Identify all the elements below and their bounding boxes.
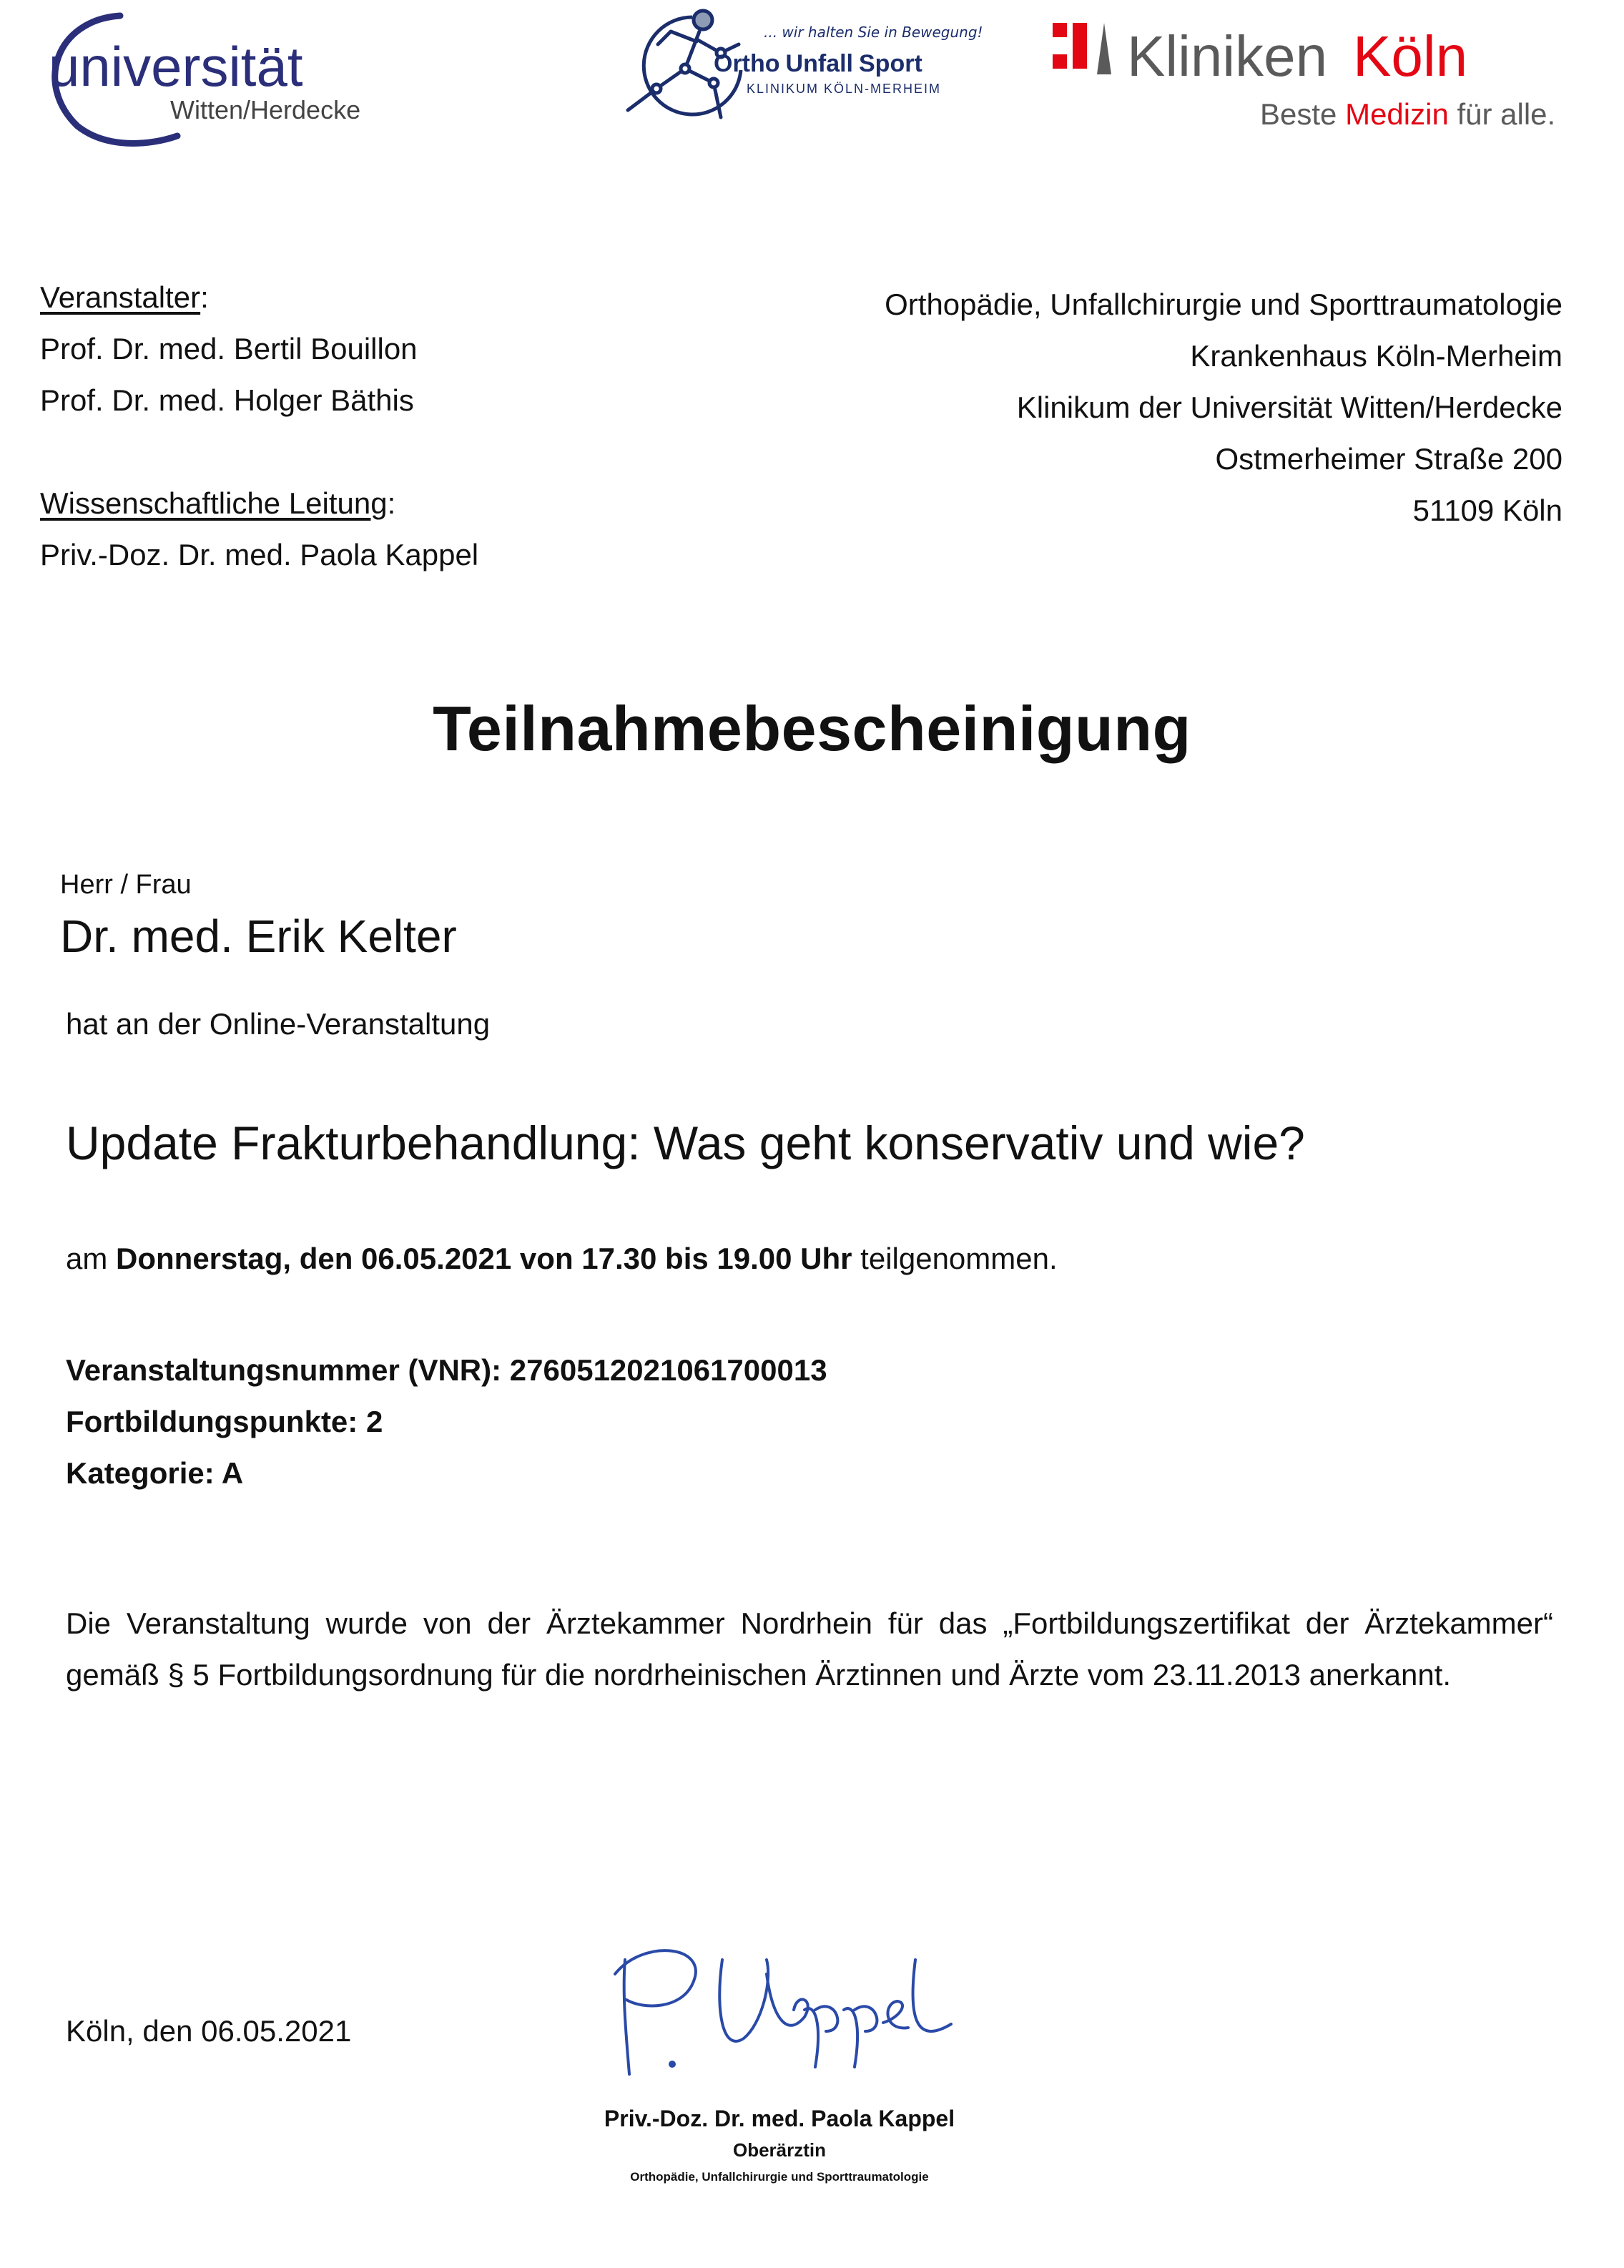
universitaet-witten-herdecke-logo <box>34 6 406 149</box>
svg-text:... wir halten Sie in Bewegung: ... wir halten Sie in Bewegung! <box>764 24 983 41</box>
signatory-department: Orthopädie, Unfallchirurgie und Sporttraumatologie <box>630 2170 929 2184</box>
svg-text:Witten/Herdecke: Witten/Herdecke <box>170 95 361 124</box>
event-number: Veranstaltungsnummer (VNR): 2760512021061700013 <box>66 1353 827 1387</box>
handwritten-signature <box>601 1931 973 2096</box>
clinic-address <box>885 279 1563 536</box>
recipient-name: Dr. med. Erik Kelter <box>60 910 457 962</box>
address-line: Klinikum der Universität Witten/Herdecke <box>1016 391 1563 424</box>
kliniken-koeln-logo <box>1053 17 1582 139</box>
place-and-date: Köln, den 06.05.2021 <box>66 2014 352 2048</box>
svg-text:Kliniken: Kliniken <box>1127 24 1328 88</box>
address-line: Orthopädie, Unfallchirurgie und Sporttraumatologie <box>885 288 1563 321</box>
address-line: Krankenhaus Köln-Merheim <box>1190 339 1563 373</box>
svg-text:Köln: Köln <box>1353 24 1468 88</box>
svg-text:Beste Medizin für alle.: Beste Medizin für alle. <box>1260 97 1556 131</box>
signatory-block <box>558 2101 1001 2190</box>
signatory-name: Priv.-Doz. Dr. med. Paola Kappel <box>604 2106 955 2131</box>
scientific-lead-label: Wissenschaftliche Leitung <box>40 486 388 520</box>
ortho-unfall-sport-logo <box>614 3 985 132</box>
organizer-block: Veranstalter: Prof. Dr. med. Bertil Bouillon Prof. Dr. med. Holger Bäthis Wissenschaftliche Leitung: Priv.-Doz. Dr. med. Paola Kappel <box>40 272 478 581</box>
event-details <box>66 1345 827 1499</box>
event-date-line: am Donnerstag, den 06.05.2021 von 17.30 bis 19.00 Uhr teilgenommen. <box>66 1242 1058 1275</box>
cathedral-cross-icon <box>1053 23 1111 74</box>
document-title: Teilnahmebescheinigung <box>433 693 1191 764</box>
address-line: Ostmerheimer Straße 200 <box>1215 442 1563 476</box>
svg-text:universität: universität <box>49 35 303 98</box>
event-date: Donnerstag, den 06.05.2021 von 17.30 bis 19.00 Uhr <box>116 1242 852 1275</box>
event-title: Update Frakturbehandlung: Was geht konservativ und wie? <box>66 1116 1305 1169</box>
category: Kategorie: A <box>66 1456 244 1490</box>
svg-text:OrthoUnfallSport: Ortho Unfall Sport <box>714 50 922 77</box>
accreditation-text: Die Veranstaltung wurde von der Ärztekammer Nordrhein für das „Fortbildungszertifikat der Ärztekammer“ gemäß § 5 Fortbildungsordnung für die nordrheinischen Ärztinnen und Ärzte vom 23.11.2013 anerkannt. <box>66 1606 1553 1692</box>
salutation: Herr / Frau <box>60 870 192 900</box>
cme-points: Fortbildungspunkte: 2 <box>66 1405 383 1438</box>
organizer-name: Prof. Dr. med. Bertil Bouillon <box>40 332 418 365</box>
intro-text: hat an der Online-Veranstaltung <box>66 1007 491 1041</box>
scientific-lead-name: Priv.-Doz. Dr. med. Paola Kappel <box>40 538 479 571</box>
signatory-role: Oberärztin <box>732 2139 827 2161</box>
address-line: 51109 Köln <box>1412 494 1563 527</box>
organizer-name: Prof. Dr. med. Holger Bäthis <box>40 383 414 417</box>
organizer-label: Veranstalter <box>40 280 201 314</box>
svg-text:KLINIKUM KÖLN-MERHEIM: KLINIKUM KÖLN-MERHEIM <box>747 82 942 96</box>
